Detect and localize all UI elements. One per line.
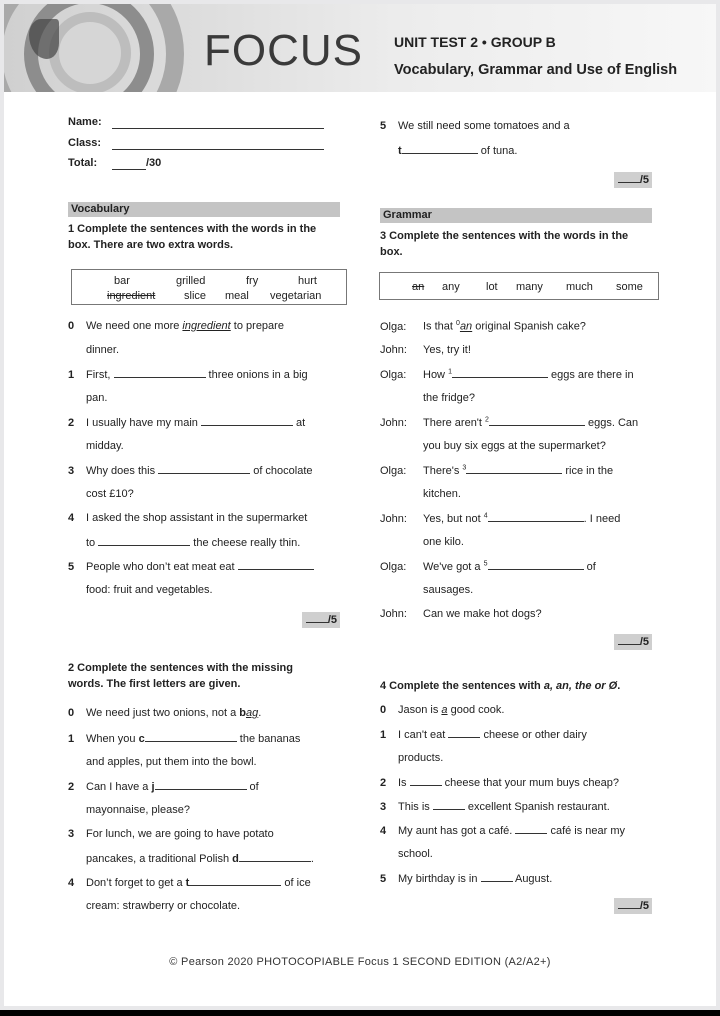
ex4-item-5: 5 My birthday is in August. [380, 873, 553, 885]
answer-blank[interactable] [515, 824, 547, 834]
ex2-item-5-cont: t of tuna. [398, 145, 518, 157]
ex4-item-0: 0 Jason is a good cook. [380, 704, 505, 716]
word-an-crossed: an [412, 281, 425, 293]
total-label: Total: [68, 157, 98, 169]
ex4-item-1: 1 I can't eat cheese or other dairy [380, 729, 587, 741]
speaker: Olga: [380, 320, 407, 333]
class-label: Class: [68, 137, 102, 149]
dialogue-line-6-cont: sausages. [423, 584, 474, 596]
speaker: John: [380, 608, 407, 620]
ex2-instruction-line1: 2 Complete the sentences with the missing [68, 662, 293, 674]
ex2-item-1-cont: and apples, put them into the bowl. [86, 756, 257, 768]
ex4-item-1-cont: products. [398, 752, 444, 764]
dialogue-line-1: John: Yes, try it! [380, 344, 471, 356]
answer-blank[interactable] [481, 872, 513, 882]
header-banner [4, 4, 716, 92]
answer-blank[interactable] [452, 368, 548, 378]
ex2-item-4-cont: cream: strawberry or chocolate. [86, 900, 241, 912]
ex3-score-box[interactable]: /5 [614, 634, 652, 650]
answer-blank[interactable] [488, 560, 584, 570]
ex1-item-2: 2 I usually have my main at [68, 417, 306, 429]
ex1-item-4-cont: to the cheese really thin. [86, 537, 301, 549]
word-hurt: hurt [298, 275, 317, 287]
answer-blank[interactable] [145, 732, 237, 742]
ex2-item-4: 4 Don’t forget to get a t of ice [68, 877, 311, 889]
dialogue-line-3-cont: you buy six eggs at the supermarket? [423, 440, 606, 452]
ex2-item-5: 5 We still need some tomatoes and a [380, 120, 570, 132]
worksheet [4, 4, 716, 1006]
answer-blank[interactable] [238, 560, 314, 570]
example-answer: an [459, 320, 473, 333]
word-some: some [616, 281, 643, 293]
ex4-item-4-cont: school. [398, 848, 433, 860]
word-meal: meal [225, 290, 249, 302]
ex2-item-2-cont: mayonnaise, please? [86, 804, 190, 816]
ex1-item-5: 5 People who don’t eat meat eat [68, 560, 314, 573]
dialogue-line-2: Olga: How $^1$ eggs are there in [380, 368, 634, 381]
ex2-instruction-line2: words. The first letters are given. [68, 678, 241, 690]
ex4-score-box[interactable]: /5 [614, 898, 652, 914]
ex1-instruction-line1: 1 Complete the sentences with the words in the [68, 223, 317, 235]
speaker: John: [380, 513, 407, 525]
word-slice: slice [184, 290, 207, 302]
answer-blank[interactable] [158, 464, 250, 474]
dialogue-line-2-cont: the fridge? [423, 392, 475, 404]
ex2-item-2: 2 Can I have a j of [68, 781, 259, 793]
ex2-item-0: 0 We need just two onions, not a bag. [68, 707, 262, 719]
word-vegetarian: vegetarian [270, 290, 322, 302]
ex1-item-0: 0 We need one more ingredient to prepare [68, 320, 284, 332]
dialogue-line-0: Olga: Is that $^0$an original Spanish cake? [380, 320, 586, 333]
dialogue-line-6: Olga: We've got a $^5$ of [380, 560, 596, 573]
ex1-item-2-cont: midday. [86, 440, 124, 452]
answer-blank[interactable] [489, 416, 585, 426]
speaker: Olga: [380, 369, 407, 381]
dialogue-line-4: Olga: There's $^3$ rice in the [380, 464, 614, 477]
answer-blank[interactable] [410, 776, 442, 786]
ex1-instruction-line2: box. There are two extra words. [68, 239, 234, 251]
word-many: many [516, 281, 543, 293]
speaker: Olga: [380, 561, 407, 573]
ex1-item-4: 4 I asked the shop assistant in the supermarket [68, 512, 308, 524]
copyright-footer: © Pearson 2020 PHOTOCOPIABLE Focus 1 SECOND EDITION (A2/A2+) [169, 956, 551, 968]
answer-blank[interactable] [402, 144, 478, 154]
answer-blank[interactable] [201, 416, 293, 426]
name-field[interactable] [112, 128, 324, 129]
dialogue-line-7: John: Can we make hot dogs? [380, 608, 542, 620]
answer-blank[interactable] [114, 368, 206, 378]
ex1-item-0-cont: dinner. [86, 344, 120, 356]
class-field[interactable] [112, 149, 324, 150]
speaker: John: [380, 344, 407, 356]
ex1-item-3: 3 Why does this of chocolate [68, 465, 313, 477]
ex2-item-3: 3 For lunch, we are going to have potato [68, 828, 274, 840]
dialogue-line-5: John: Yes, but not $^4$ . I need [380, 512, 621, 525]
test-subtitle: Vocabulary, Grammar and Use of English [394, 62, 678, 78]
ex4-item-2: 2 Is cheese that your mum buys cheap? [380, 777, 619, 789]
ex1-item-3-cont: cost £10? [86, 488, 134, 500]
ex4-instruction: 4 Complete the sentences with a, an, the or Ø. [380, 680, 621, 692]
word-ingredient-crossed: ingredient [107, 290, 156, 302]
answer-blank[interactable] [448, 728, 480, 738]
ex1-score-box[interactable]: /5 [302, 612, 340, 628]
word-bar: bar [114, 275, 130, 287]
total-field[interactable] [112, 169, 146, 170]
word-grilled: grilled [176, 275, 206, 287]
answer-blank[interactable] [239, 852, 311, 862]
ex3-instruction-line2: box. [380, 246, 403, 258]
word-lot: lot [486, 281, 498, 293]
speaker: John: [380, 417, 407, 429]
focus-logo: FOCUS [204, 26, 363, 75]
dialogue-line-3: John: There aren't $^2$ eggs. Can [380, 416, 639, 429]
section-grammar: Grammar [380, 208, 652, 223]
example-answer: a [441, 704, 448, 716]
speaker: Olga: [380, 465, 407, 477]
answer-blank[interactable] [155, 780, 247, 790]
section-vocabulary: Vocabulary [68, 202, 340, 217]
word-fry: fry [246, 275, 259, 287]
ex2-score-box[interactable]: /5 [614, 172, 652, 188]
ex1-item-1: 1 First, three onions in a big [68, 369, 308, 381]
dialogue-line-5-cont: one kilo. [423, 536, 464, 548]
ex3-instruction-line1: 3 Complete the sentences with the words in the [380, 230, 629, 242]
answer-blank[interactable] [488, 512, 584, 522]
answer-blank[interactable] [98, 536, 190, 546]
total-max: /30 [146, 157, 162, 169]
answer-blank[interactable] [189, 876, 281, 886]
ex1-word-box [71, 269, 347, 305]
unit-title: UNIT TEST 2 • GROUP B [394, 34, 556, 50]
example-answer: ag [246, 707, 259, 719]
ex2-item-3-cont: pancakes, a traditional Polish d . [86, 853, 314, 865]
swirl-graphic-icon [4, 4, 194, 92]
ex1-item-5-cont: food: fruit and vegetables. [86, 584, 213, 596]
ex4-item-3: 3 This is excellent Spanish restaurant. [380, 801, 610, 813]
word-much: much [566, 281, 593, 293]
ex1-item-1-cont: pan. [86, 392, 108, 404]
ex2-item-1: 1 When you c the bananas [68, 733, 301, 745]
name-label: Name: [68, 116, 102, 128]
answer-blank[interactable] [466, 464, 562, 474]
word-any: any [442, 281, 460, 293]
ex4-item-4: 4 My aunt has got a café. café is near my [380, 825, 626, 837]
example-answer: ingredient [182, 320, 231, 332]
dialogue-line-4-cont: kitchen. [423, 488, 461, 500]
answer-blank[interactable] [433, 800, 465, 810]
ex3-word-box [379, 272, 659, 300]
